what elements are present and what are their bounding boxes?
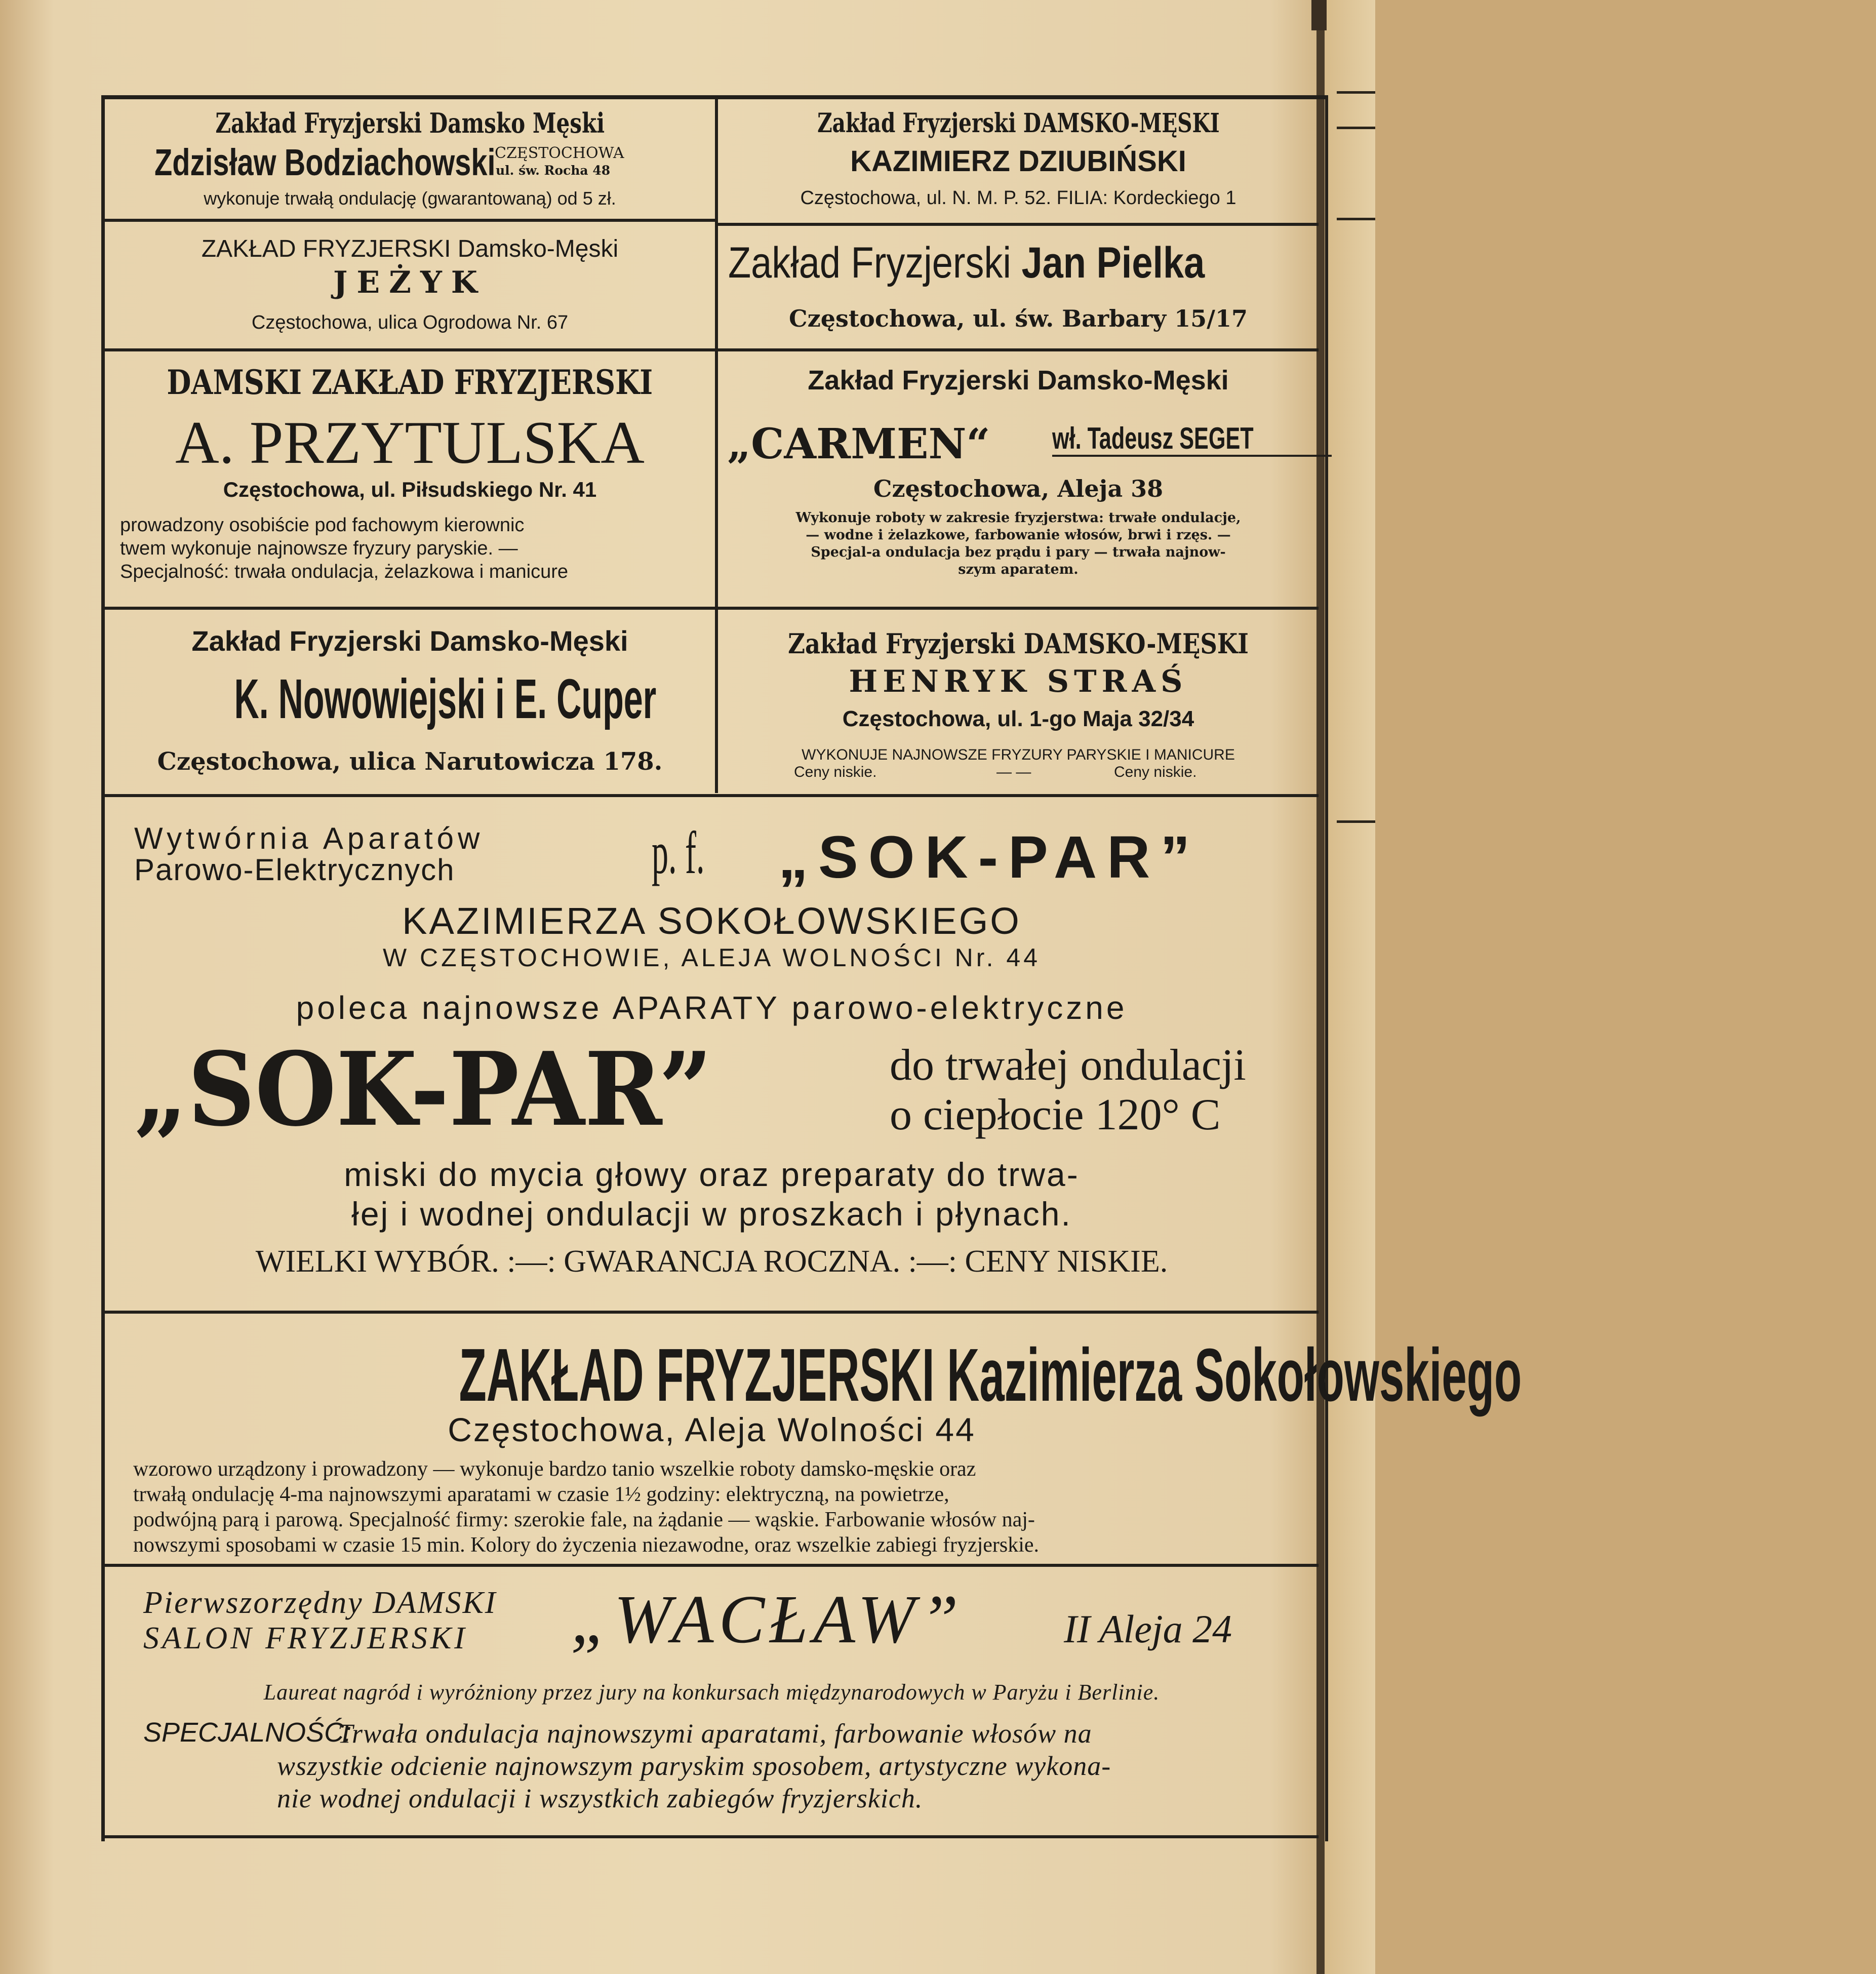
address: Częstochowa, ul. św. Barbary 15/17 — [789, 305, 1248, 332]
body-line: wzorowo urządzony i prowadzony — wykonuje bardzo tanio wszelkie roboty damsko-męskie oraz — [133, 1457, 976, 1481]
owner-name: A. PRZYTULSKA — [175, 409, 645, 476]
ad-heading: Zakład Fryzjerski — [728, 239, 1011, 287]
price-separator: — — — [996, 764, 1031, 780]
specialty-line: Trwała ondulacja najnowszymi aparatami, farbowanie włosów na — [338, 1718, 1092, 1749]
adjacent-page-rule — [1337, 218, 1375, 220]
body-line: Wykonuje roboty w zakresie fryzjerstwa: trwałe ondulacje, — [795, 510, 1241, 526]
laureate-line: Laureat nagród i wyróżniony przez jury na konkursach międzynarodowych w Paryżu i Berlinie. — [263, 1680, 1160, 1705]
salon-name: „CARMEN“ — [727, 420, 990, 468]
owner-name: JEŻYK — [333, 265, 487, 300]
ad-body — [133, 1456, 1039, 1558]
owner-name: KAZIMIERZA SOKOŁOWSKIEGO — [402, 900, 1021, 942]
footer-line: WIELKI WYBÓR. :—: GWARANCJA ROCZNA. :—: CENY NISKIE. — [255, 1244, 1168, 1279]
lead-line: Wytwórnia Aparatów — [134, 821, 484, 855]
body-line: prowadzony osobiście pod fachowym kierownic — [120, 515, 525, 536]
city-label: CZĘSTOCHOWA — [495, 144, 624, 162]
body-line: twem wykonuje najnowsze fryzury paryskie. — — [120, 538, 518, 559]
owner-name: Zdzisław Bodziachowski — [154, 141, 496, 183]
specialty-line: wszystkie odcienie najnowszym paryskim sposobem, artystyczne wykona- — [277, 1751, 1111, 1781]
row-divider — [105, 1835, 1319, 1838]
ad-dziubinski — [718, 99, 1319, 223]
ad-body — [718, 509, 1319, 578]
ad-stras — [718, 610, 1319, 794]
brand-name: „WACŁAW” — [571, 1582, 964, 1657]
address: II Aleja 24 — [1064, 1607, 1232, 1651]
big-brand: „SOK-PAR” — [134, 1030, 712, 1149]
address: Częstochowa, ul. Piłsudskiego Nr. 41 — [223, 478, 597, 501]
ad-heading: Zakład Fryzjerski DAMSKO-MĘSKI — [817, 108, 1220, 139]
owner-name: KAZIMIERZ DZIUBIŃSKI — [850, 145, 1186, 178]
lead-line: SALON FRYZJERSKI — [143, 1621, 468, 1655]
products-line: miski do mycia głowy oraz preparaty do trwa- — [344, 1156, 1080, 1193]
ad-nowowiejski — [105, 610, 715, 794]
brand-name: „SOK-PAR” — [778, 824, 1201, 891]
ad-heading: DAMSKI ZAKŁAD FRYZJERSKI — [167, 363, 653, 402]
address: Częstochowa, ulica Narutowicza 178. — [157, 747, 663, 776]
lead-line: Parowo-Elektrycznych — [134, 853, 455, 887]
address: Częstochowa, ulica Ogrodowa Nr. 67 — [251, 312, 569, 333]
address: Częstochowa, ul. 1-go Maja 32/34 — [842, 706, 1194, 731]
ad-heading: Zakład Fryzjerski Damsko Męski — [215, 107, 605, 139]
owner-name: K. Nowowiejski i E. Cuper — [234, 668, 657, 730]
address: Częstochowa, Aleja Wolności 44 — [448, 1411, 976, 1448]
adjacent-page-strip — [1325, 0, 1375, 1974]
ad-jezyk — [105, 222, 715, 348]
ad-waclaw — [105, 1567, 1319, 1835]
ad-body — [120, 514, 568, 583]
body-line: Specjal-a ondulacja bez prądu i pary — trwała najnow- — [811, 544, 1226, 560]
adjacent-page-rule — [1337, 91, 1375, 94]
address: Częstochowa, ul. N. M. P. 52. FILIA: Kordeckiego 1 — [800, 187, 1236, 209]
owner-name: wł. Tadeusz SEGET — [1052, 421, 1254, 455]
body-line: trwałą ondulację 4-ma najnowszymi aparatami w czasie 1½ godziny: elektryczną, na powietrze, — [133, 1483, 949, 1506]
ad-note: wykonuje trwałą ondulację (gwarantowaną) od 5 zł. — [204, 188, 616, 209]
specialty-label: SPECJALNOŚĆ: — [143, 1717, 352, 1748]
body-line: szym aparatem. — [958, 562, 1079, 577]
ad-heading: Zakład Fryzjerski DAMSKO-MĘSKI — [788, 627, 1249, 660]
corner-mark — [1311, 0, 1327, 30]
body-line: Specjalność: trwała ondulacja, żelazkowa i manicure — [120, 561, 569, 582]
lead-line: Pierwszorzędny DAMSKI — [143, 1586, 497, 1620]
body-line: nowszymi sposobami w czasie 15 min. Kolory do życzenia niezawodne, oraz wszelkie zabiegi fryzjerskie. — [133, 1533, 1040, 1557]
ad-note: WYKONUJE NAJNOWSZE FRYZURY PARYSKIE I MANICURE — [802, 746, 1235, 763]
products-line: łej i wodnej ondulacji w proszkach i płynach. — [351, 1195, 1072, 1233]
ad-bodziachowski — [105, 99, 715, 219]
address: W CZĘSTOCHOWIE, ALEJA WOLNOŚCI Nr. 44 — [382, 943, 1041, 972]
body-line: podwójną parą i parową. Specjalność firmy: szerokie fale, na żądanie — wąskie. Farbowanie włosów naj- — [133, 1508, 1035, 1531]
specialty-line: nie wodnej ondulacji i wszystkich zabiegów fryzjerskich. — [277, 1783, 923, 1813]
tagline: poleca najnowsze APARATY parowo-elektryczne — [296, 990, 1128, 1026]
firm-abbreviation: p. f. — [652, 819, 705, 886]
ad-heading: Zakład Fryzjerski Damsko-Męski — [808, 365, 1229, 396]
purpose-line: o ciepłocie 120° C — [890, 1090, 1221, 1139]
ad-heading: Zakład Fryzjerski Damsko-Męski — [191, 625, 628, 657]
street-label: ul. św. Rocha 48 — [496, 163, 611, 178]
body-line: — wodne i żelazkowe, farbowanie włosów, brwi i rzęs. — — [806, 527, 1231, 543]
purpose-line: do trwałej ondulacji — [890, 1041, 1246, 1090]
ad-sokpar — [105, 797, 1319, 1311]
address: Częstochowa, Aleja 38 — [873, 475, 1164, 502]
owner-name: HENRYK STRAŚ — [849, 664, 1188, 699]
price-note: Ceny niskie. — [794, 764, 877, 780]
ad-carmen — [718, 351, 1319, 607]
ad-przytulska — [105, 351, 715, 607]
ad-heading: ZAKŁAD FRYZJERSKI Damsko-Męski — [201, 235, 619, 262]
adjacent-page-rule — [1337, 127, 1375, 129]
price-note: Ceny niskie. — [1114, 764, 1197, 780]
ad-pielka — [718, 226, 1319, 348]
owner-name: Jan Pielka — [1021, 239, 1205, 287]
ad-heading: ZAKŁAD FRYZJERSKI Kazimierza Sokołowskiego — [459, 1333, 1522, 1417]
ad-sokolowski — [105, 1314, 1522, 1564]
adjacent-page-rule — [1337, 820, 1375, 823]
